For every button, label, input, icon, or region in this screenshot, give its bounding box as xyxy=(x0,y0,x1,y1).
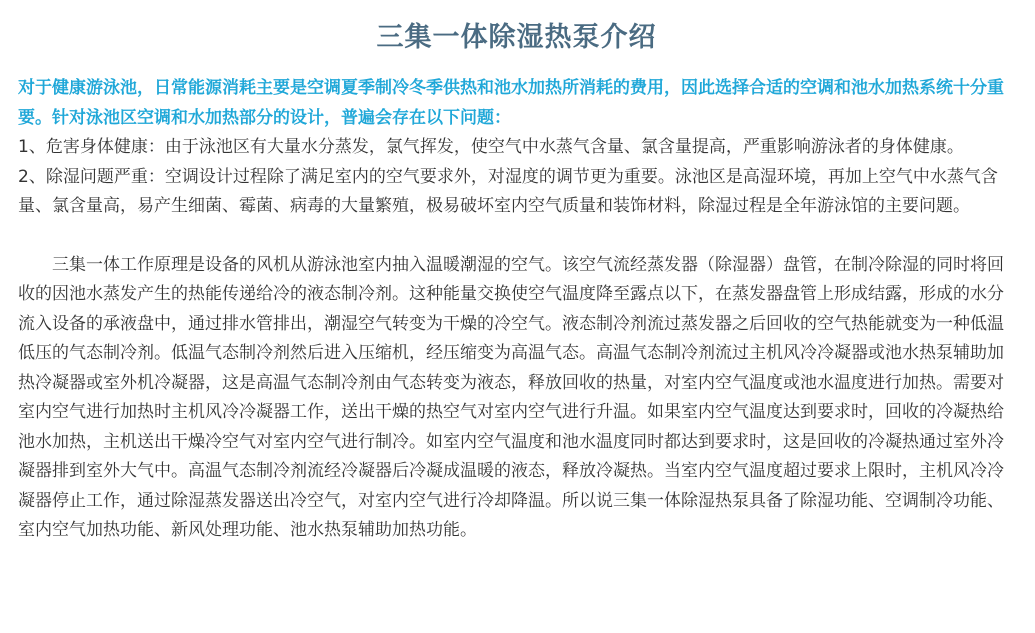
page-title: 三集一体除湿热泵介绍 xyxy=(376,22,657,53)
working-principle-paragraph: 三集一体工作原理是设备的风机从游泳池室内抽入温暖潮湿的空气。该空气流经蒸发器（除湿器）盘管，在制冷除湿的同时将回收的因池水蒸发产生的热能传递给冷的液态制冷剂。这种能量交换使空气温度降至露点以下，在蒸发器盘管上形成结露，形成的水分流入设备的承液盘中，通过排水管排出，潮湿空气转变为干燥的冷空气。液态制冷剂流过蒸发器之后回收的空气热能就变为一种低温低压的气态制冷剂。低温气态制冷剂然后进入压缩机，经压缩变为高温气态。高温气态制冷剂流过主机风冷冷凝器或池水热泵辅助加热冷凝器或室外机冷凝器，这是高温气态制冷剂由气态转变为液态，释放回收的热量，对室内空气温度或池水温度进行加热。需要对室内空气进行加热时主机风冷冷凝器工作，送出干燥的热空气对室内空气进行升温。如果室内空气温度达到要求时，回收的冷凝热给池水加热，主机送出干燥冷空气对室内空气进行制冷。如室内空气温度和池水温度同时都达到要求时，这是回收的冷凝热通过室外冷凝器排到室外大气中。高温气态制冷剂流经冷凝器后冷凝成温暖的液态，释放冷凝热。当室内空气温度超过要求上限时，主机风冷冷凝器停止工作，通过除湿蒸发器送出冷空气，对室内空气进行冷却降温。所以说三集一体除湿热泵具备了除湿功能、空调制冷功能、室内空气加热功能、新风处理功能、池水热泵辅助加热功能。 xyxy=(18,254,1004,540)
issue-item-2: 2、除湿问题严重：空调设计过程除了满足室内的空气要求外，对湿度的调节更为重要。泳池区是高湿环境，再加上空气中水蒸气含量、氯含量高，易产生细菌、霉菌、病毒的大量繁殖，极易破坏室内空气质量和装饰材料，除湿过程是全年游泳馆的主要问题。 xyxy=(18,166,998,216)
intro-paragraph: 对于健康游泳池，日常能源消耗主要是空调夏季制冷冬季供热和池水加热所消耗的费用，因此选择合适的空调和池水加热系统十分重要。针对泳池区空调和水加热部分的设计，普遍会存在以下问题： xyxy=(18,78,1004,128)
issue-item-1: 1、危害身体健康：由于泳池区有大量水分蒸发，氯气挥发，使空气中水蒸气含量、氯含量提高，严重影响游泳者的身体健康。 xyxy=(18,137,964,157)
